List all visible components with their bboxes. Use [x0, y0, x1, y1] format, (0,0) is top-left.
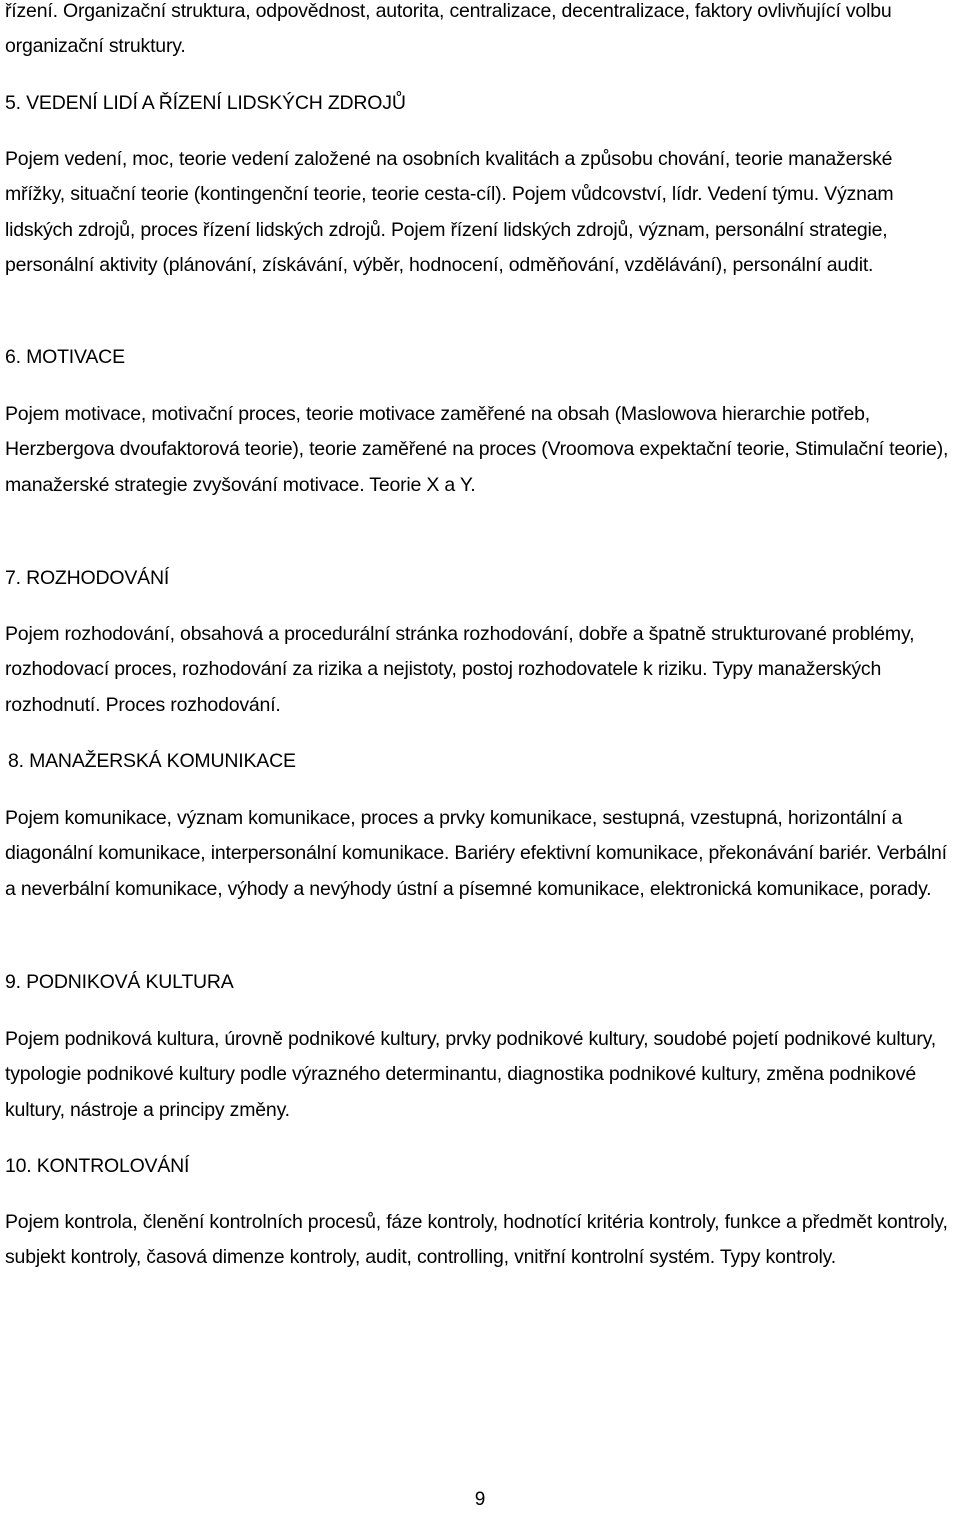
section-heading-8: 8. MANAŽERSKÁ KOMUNIKACE	[8, 750, 296, 772]
section-body-5: Pojem vedení, moc, teorie vedení založené na osobních kvalitách a způsobu chování, teorie manažerské mřížky, situační teorie (kontingenční teorie, teorie cesta-cíl). Pojem vůdcovství, lídr. Vedení týmu. Význam lidských zdrojů, proces řízení lidských zdrojů. Pojem řízení lidských zdrojů, význam, personální strategie, personální aktivity (plánování, získávání, výběr, hodnocení, odměňování, vzdělávání), personální audit.	[5, 148, 894, 276]
page-number: 9	[474, 1489, 486, 1510]
section-heading-10: 10. KONTROLOVÁNÍ	[5, 1155, 190, 1177]
intro-paragraph: řízení. Organizační struktura, odpovědnost, autorita, centralizace, decentralizace, faktory ovlivňující volbu organizační struktury.	[5, 0, 892, 58]
section-heading-9: 9. PODNIKOVÁ KULTURA	[5, 971, 234, 993]
section-body-7: Pojem rozhodování, obsahová a procedurální stránka rozhodování, dobře a špatně strukturované problémy, rozhodovací proces, rozhodování za rizika a nejistoty, postoj rozhodovatele k riziku. Typy manažerských rozhodnutí. Proces rozhodování.	[5, 623, 915, 716]
section-body-8: Pojem komunikace, význam komunikace, proces a prvky komunikace, sestupná, vzestupná, horizontální a diagonální komunikace, interpersonální komunikace. Bariéry efektivní komunikace, překonávání bariér. Verbální a neverbální komunikace, výhody a nevýhody ústní a písemné komunikace, elektronická komunikace, porady.	[5, 807, 947, 900]
section-heading-7: 7. ROZHODOVÁNÍ	[5, 567, 170, 589]
section-body-9: Pojem podniková kultura, úrovně podnikové kultury, prvky podnikové kultury, soudobé pojetí podnikové kultury, typologie podnikové kultury podle výrazného determinantu, diagnostika podnikové kultury, změna podnikové kultury, nástroje a principy změny.	[5, 1028, 936, 1121]
section-heading-5: 5. VEDENÍ LIDÍ A ŘÍZENÍ LIDSKÝCH ZDROJŮ	[5, 92, 406, 114]
section-heading-6: 6. MOTIVACE	[5, 346, 125, 368]
section-body-10: Pojem kontrola, členění kontrolních procesů, fáze kontroly, hodnotící kritéria kontroly, funkce a předmět kontroly, subjekt kontroly, časová dimenze kontroly, audit, controlling, vnitřní kontrolní systém. Typy kontroly.	[5, 1211, 948, 1269]
section-body-6: Pojem motivace, motivační proces, teorie motivace zaměřené na obsah (Maslowova hierarchie potřeb, Herzbergova dvoufaktorová teorie), teorie zaměřené na proces (Vroomova expektační teorie, Stimulační teorie), manažerské strategie zvyšování motivace. Teorie X a Y.	[5, 403, 949, 496]
